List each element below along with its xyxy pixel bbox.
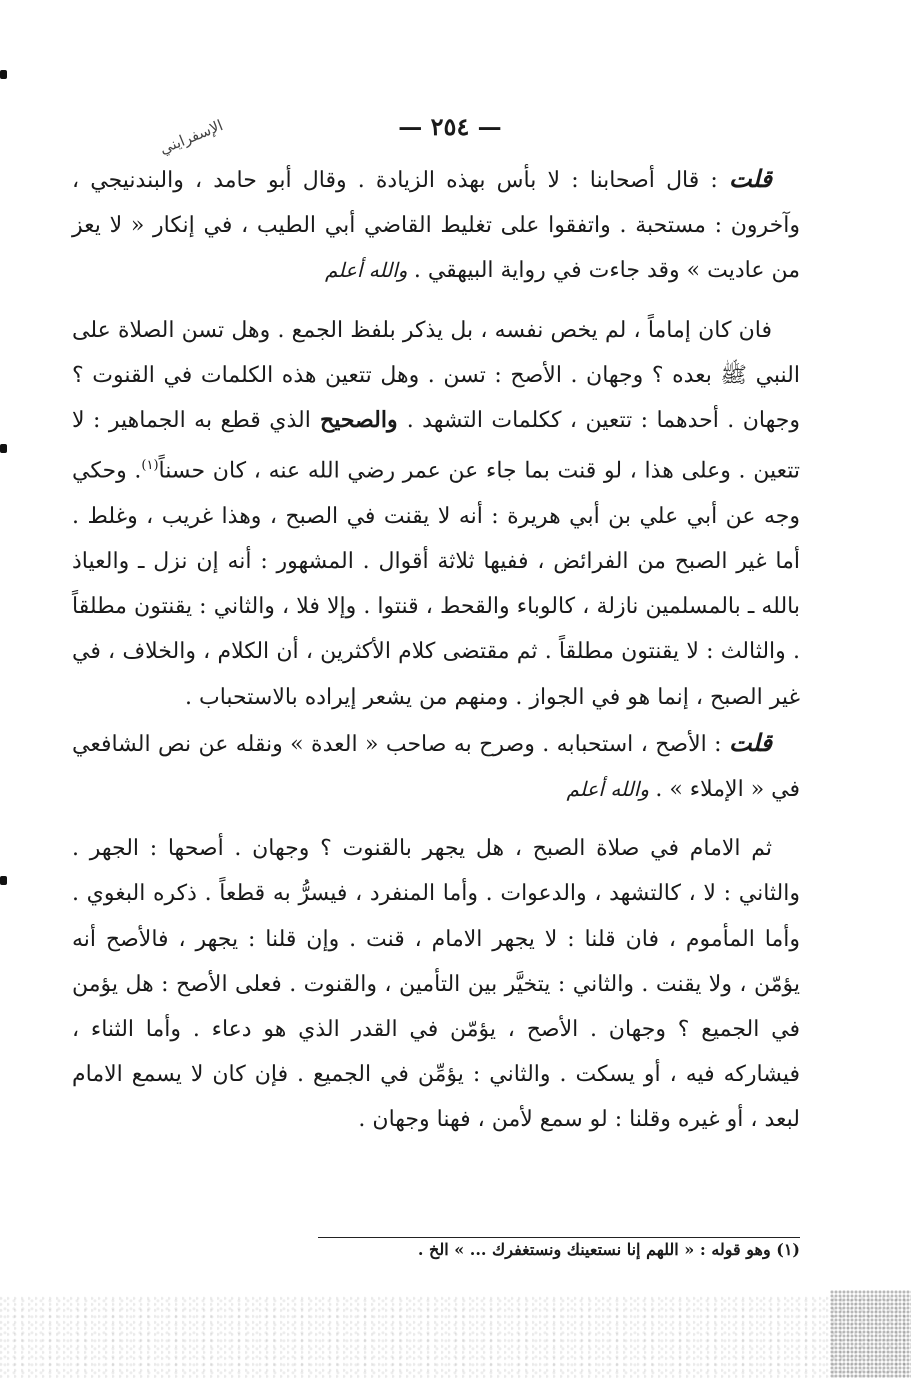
paragraph-lead-word: قلت <box>729 727 772 757</box>
paragraph-text: : قال أصحابنا : لا بأس بهذه الزيادة . وقال أبو حامد ، والبندنيجي ، وآخرون : مستحبة . واتفقوا على تغليط القاضي أبي الطيب ، في إنكار « لا يعز من عاديت » وقد جاءت في رواية البيهقي . <box>72 168 800 284</box>
paragraph-3 <box>72 720 800 812</box>
scan-edge-mark <box>0 444 7 453</box>
footnote: (١) وهو قوله : « اللهم إنا نستعينك ونستغفرك ... » الخ . <box>417 1240 800 1259</box>
scan-noise <box>0 1296 911 1378</box>
footnote-reference[interactable]: (١) <box>141 458 159 474</box>
handwritten-margin-note: الإسفرايني <box>157 116 226 158</box>
paragraph-text: ثم الامام في صلاة الصبح ، هل يجهر بالقنوت ؟ وجهان . أصحها : الجهر . والثاني : لا ، كالتشهد ، والدعوات . وأما المنفرد ، فيسرُّ به قطعاً . ذكره البغوي . وأما المأموم ، فان قلنا : لا يجهر الامام ، قنت . وإن قلنا : يجهر ، فالأصح أنه يؤمّن ، ولا يقنت . والثاني : يتخيَّر بين التأمين ، والقنوت . فعلى الأصح : هل يؤمن في الجميع ؟ وجهان . الأصح ، يؤمّن في القدر الذي هو دعاء . وأما الثناء ، فيشاركه فيه ، أو يسكت . والثاني : يؤمِّن في الجميع . فإن كان لا يسمع الامام لبعد ، أو غيره وقلنا : لو سمع لأمن ، فهنا وجهان . <box>72 836 800 1133</box>
paragraph-4 <box>72 826 800 1142</box>
paragraph-text: : الأصح ، استحبابه . وصرح به صاحب « العدة » ونقله عن نص الشافعي في « الإملاء » . <box>72 731 800 802</box>
scan-edge-mark <box>0 876 7 885</box>
paragraph-1 <box>72 156 800 294</box>
paragraph-lead-word: قلت <box>729 164 772 193</box>
closing-phrase: والله أعلم <box>566 776 656 801</box>
paragraph-2 <box>72 308 800 720</box>
main-text <box>72 156 800 1143</box>
paragraph-text: الذي قطع به الجماهير : لا تتعين . وعلى هذا ، لو قنت بما جاء عن عمر رضي الله عنه ، كان حسناً <box>72 408 800 484</box>
page-number: — ٢٥٤ — <box>398 112 502 141</box>
scan-edge-mark <box>0 70 7 79</box>
emphasis-word: والصحيح <box>310 407 407 434</box>
scan-noise-corner <box>830 1290 911 1378</box>
paragraph-text: فان كان إماماً ، لم يخص نفسه ، بل يذكر بلفظ الجمع . وهل تسن الصلاة على النبي ﷺ بعده ؟ وجهان . الأصح : تسن . وهل تتعين هذه الكلمات في القنوت ؟ وجهان . أحدهما : تتعين ، ككلمات التشهد . <box>72 317 800 434</box>
closing-phrase: والله أعلم <box>325 258 414 283</box>
paragraph-text: . وحكي وجه عن أبي علي بن أبي هريرة : أنه لا يقنت في الصبح ، وهذا غريب ، وغلط . أما غير الصبح من الفرائض ، ففيها ثلاثة أقوال . المشهور : أنه إن نزل ـ والعياذ بالله ـ بالمسلمين نازلة ، كالوباء والقحط ، قنتوا . وإلا فلا ، والثاني : يقنتون مطلقاً . والثالث : لا يقنتون مطلقاً . ثم مقتضى كلام الأكثرين ، أن الكلام ، والخلاف ، في غير الصبح ، إنما هو في الجواز . ومنهم من يشعر إيراده بالاستحباب . <box>72 458 800 710</box>
footnote-divider <box>318 1237 800 1238</box>
